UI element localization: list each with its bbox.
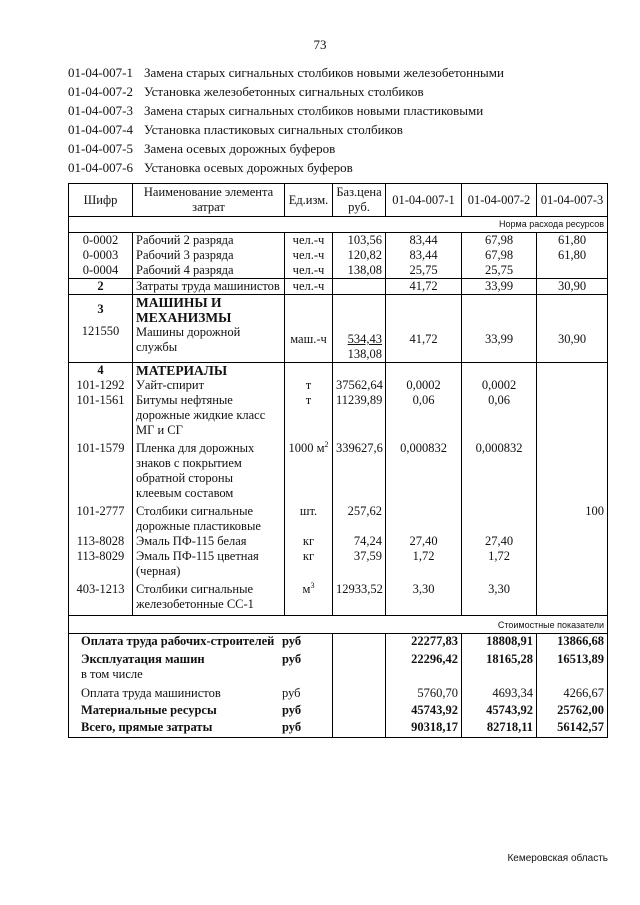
cell-col3	[537, 393, 608, 441]
cost-col2: 18165,28	[462, 649, 537, 682]
code-list-item	[68, 139, 504, 158]
cell-unit	[285, 582, 333, 616]
cell-code: 101-1579	[69, 441, 133, 504]
cell-col3	[537, 363, 608, 379]
cost-label: Всего, прямые затраты	[81, 720, 213, 734]
cell-name	[133, 295, 285, 363]
cell-unit	[285, 441, 333, 504]
cell-code: 0-0003	[69, 248, 133, 263]
code-id: 01-04-007-3	[68, 103, 133, 118]
cost-name	[69, 718, 333, 738]
code-id: 01-04-007-1	[68, 65, 133, 80]
cost-col3: 4266,67	[537, 682, 608, 701]
resource-table	[68, 183, 608, 738]
band-norm-label: Норма расхода ресурсов	[69, 217, 608, 233]
cell-price: 74,24	[333, 534, 386, 549]
machine-name: Машины дорожной службы	[136, 325, 241, 354]
band-cost-row	[69, 616, 608, 634]
code-list-item	[68, 63, 504, 82]
header-col3: 01-04-007-3	[537, 184, 608, 217]
cost-price	[333, 701, 386, 718]
table-row	[69, 295, 608, 363]
code-description: Установка железобетонных сигнальных столбиков	[144, 84, 424, 99]
cell-price: 37562,64	[333, 378, 386, 393]
cell-col1: 41,72	[386, 279, 462, 295]
cost-name	[69, 634, 333, 650]
cost-col2: 45743,92	[462, 701, 537, 718]
cost-label: Материальные ресурсы	[81, 703, 217, 717]
cell-col3: 30,90	[537, 295, 608, 363]
cell-col1: 27,40	[386, 534, 462, 549]
cost-unit: руб	[282, 634, 302, 648]
cell-unit: кг	[285, 534, 333, 549]
cell-name: Рабочий 4 разряда	[133, 263, 285, 279]
cell-col2: 67,98	[462, 248, 537, 263]
band-norm-row	[69, 217, 608, 233]
cell-col1: 3,30	[386, 582, 462, 616]
code-description: Установка осевых дорожных буферов	[144, 160, 353, 175]
cell-code: 101-1292	[69, 378, 133, 393]
cell-col2: 3,30	[462, 582, 537, 616]
cell-name: Рабочий 2 разряда	[133, 233, 285, 249]
cost-col1: 90318,17	[386, 718, 462, 738]
cell-col1: 0,0002	[386, 378, 462, 393]
cell-col1: 83,44	[386, 248, 462, 263]
cost-row	[69, 634, 608, 650]
cost-price	[333, 718, 386, 738]
cell-code: 113-8029	[69, 549, 133, 582]
cell-col2: 33,99	[462, 279, 537, 295]
section-title: МАШИНЫ И МЕХАНИЗМЫ	[136, 295, 232, 325]
cell-unit: шт.	[285, 504, 333, 534]
cost-name	[69, 649, 333, 682]
cost-name-wrap	[81, 634, 329, 649]
cell-code: 403-1213	[69, 582, 133, 616]
cost-row	[69, 718, 608, 738]
cost-col3: 13866,68	[537, 634, 608, 650]
cell-price: 138,08	[333, 263, 386, 279]
table-row	[69, 534, 608, 549]
cell-name: Эмаль ПФ-115 цветная (черная)	[133, 549, 285, 582]
cell-price: 257,62	[333, 504, 386, 534]
cost-label: Оплата труда машинистов	[81, 686, 221, 700]
cost-name-wrap	[81, 652, 329, 667]
code-description: Замена старых сигнальных столбиков новыми пластиковыми	[144, 103, 484, 118]
cell-col1: 0,06	[386, 393, 462, 441]
cell-name: Эмаль ПФ-115 белая	[133, 534, 285, 549]
cost-col1: 22277,83	[386, 634, 462, 650]
cost-sub-label: в том числе	[81, 667, 143, 681]
cell-name: Рабочий 3 разряда	[133, 248, 285, 263]
table-row	[69, 441, 608, 504]
cell-col2	[462, 504, 537, 534]
cell-col1: 1,72	[386, 549, 462, 582]
code-id: 01-04-007-2	[68, 84, 133, 99]
header-price: Баз.цена руб.	[333, 184, 386, 217]
header-name: Наименование элемента затрат	[133, 184, 285, 217]
cost-col2: 18808,91	[462, 634, 537, 650]
cell-unit: чел.-ч	[285, 233, 333, 249]
cell-code: 0-0002	[69, 233, 133, 249]
code-id: 01-04-007-5	[68, 141, 133, 156]
table-row	[69, 504, 608, 534]
cell-col2: 0,06	[462, 393, 537, 441]
cost-label: Эксплуатация машин	[81, 652, 205, 666]
cost-col2: 4693,34	[462, 682, 537, 701]
cell-code: 0-0004	[69, 263, 133, 279]
cell-price	[333, 295, 386, 363]
cell-col2: 33,99	[462, 295, 537, 363]
header-code: Шифр	[69, 184, 133, 217]
header-unit: Ед.изм.	[285, 184, 333, 217]
cell-col1: 25,75	[386, 263, 462, 279]
cost-price	[333, 649, 386, 682]
cell-unit: т	[285, 378, 333, 393]
cost-col3: 25762,00	[537, 701, 608, 718]
table-row	[69, 248, 608, 263]
cell-name: Столбики сигнальные железобетонные СС-1	[133, 582, 285, 616]
table-row	[69, 378, 608, 393]
code-list-item	[68, 82, 504, 101]
machine-price-operator: 138,08	[347, 347, 382, 361]
cost-row	[69, 682, 608, 701]
machine-code: 121550	[81, 324, 120, 338]
cost-price	[333, 682, 386, 701]
cell-name: Столбики сигнальные дорожные пластиковые	[133, 504, 285, 534]
table-row	[69, 363, 608, 379]
cell-col3: 61,80	[537, 233, 608, 249]
cell-code: 2	[69, 279, 133, 295]
cell-code	[69, 295, 133, 363]
section-number: 3	[97, 302, 104, 316]
cost-row	[69, 701, 608, 718]
machine-price: 534,43	[347, 332, 382, 346]
cost-col3: 16513,89	[537, 649, 608, 682]
cell-unit: чел.-ч	[285, 248, 333, 263]
cell-price: 120,82	[333, 248, 386, 263]
cell-col1	[386, 504, 462, 534]
cell-col3	[537, 549, 608, 582]
cell-price	[333, 363, 386, 379]
cell-col1: 41,72	[386, 295, 462, 363]
cell-col2: 1,72	[462, 549, 537, 582]
cell-price: 339627,6	[333, 441, 386, 504]
cell-unit: маш.-ч	[285, 295, 333, 363]
cost-unit: руб	[282, 652, 302, 666]
unit-exponent: 3	[310, 580, 315, 590]
cell-code: 101-1561	[69, 393, 133, 441]
code-description: Установка пластиковых сигнальных столбиков	[144, 122, 403, 137]
cost-name	[69, 701, 333, 718]
cell-col3	[537, 378, 608, 393]
cost-name-wrap	[81, 703, 329, 718]
cell-unit: чел.-ч	[285, 279, 333, 295]
table-row	[69, 549, 608, 582]
code-id: 01-04-007-4	[68, 122, 133, 137]
cell-unit: т	[285, 393, 333, 441]
cell-col3: 61,80	[537, 248, 608, 263]
cell-price: 37,59	[333, 549, 386, 582]
cell-unit: чел.-ч	[285, 263, 333, 279]
cost-col3: 56142,57	[537, 718, 608, 738]
code-list-item	[68, 158, 504, 177]
cost-col2: 82718,11	[462, 718, 537, 738]
cost-unit: руб	[282, 703, 302, 717]
cell-col3	[537, 534, 608, 549]
code-id: 01-04-007-6	[68, 160, 133, 175]
cost-name-wrap	[81, 720, 329, 735]
cost-col1: 22296,42	[386, 649, 462, 682]
header-col1: 01-04-007-1	[386, 184, 462, 217]
cost-name-wrap	[81, 686, 329, 701]
unit-text: м	[302, 582, 311, 596]
cell-code: 101-2777	[69, 504, 133, 534]
cell-price: 12933,52	[333, 582, 386, 616]
unit-text: 1000 м	[288, 441, 325, 455]
table-row	[69, 582, 608, 616]
unit-exponent: 2	[324, 439, 329, 449]
code-description: Замена осевых дорожных буферов	[144, 141, 336, 156]
cost-col1: 45743,92	[386, 701, 462, 718]
cell-col2: 0,0002	[462, 378, 537, 393]
cell-name: Затраты труда машинистов	[133, 279, 285, 295]
cell-name: Битумы нефтяные дорожные жидкие класс МГ и СГ	[133, 393, 285, 441]
cost-row	[69, 649, 608, 682]
code-description: Замена старых сигнальных столбиков новыми железобетонными	[144, 65, 504, 80]
code-list-item	[68, 101, 504, 120]
table-row	[69, 393, 608, 441]
cell-col1: 0,000832	[386, 441, 462, 504]
page-number: 73	[313, 37, 327, 52]
cell-col3	[537, 441, 608, 504]
cell-col2: 25,75	[462, 263, 537, 279]
table-row	[69, 233, 608, 249]
cell-code: 113-8028	[69, 534, 133, 549]
cell-price: 103,56	[333, 233, 386, 249]
cost-unit: руб	[282, 720, 302, 734]
cell-name: Уайт-спирит	[133, 378, 285, 393]
table-row	[69, 263, 608, 279]
cell-col1: 83,44	[386, 233, 462, 249]
code-list-item	[68, 120, 504, 139]
cost-price	[333, 634, 386, 650]
cost-col1: 5760,70	[386, 682, 462, 701]
cell-col3: 100	[537, 504, 608, 534]
cell-col3	[537, 582, 608, 616]
cell-price: 11239,89	[333, 393, 386, 441]
cell-price	[333, 279, 386, 295]
cell-col2: 27,40	[462, 534, 537, 549]
cell-name: МАТЕРИАЛЫ	[133, 363, 285, 379]
table-header-row	[69, 184, 608, 217]
band-cost-label: Стоимостные показатели	[69, 616, 608, 634]
cell-code: 4	[69, 363, 133, 379]
cell-col2: 0,000832	[462, 441, 537, 504]
cell-col1	[386, 363, 462, 379]
cell-col3	[537, 263, 608, 279]
header-col2: 01-04-007-2	[462, 184, 537, 217]
cost-unit: руб	[282, 686, 301, 700]
cell-name: Пленка для дорожных знаков с покрытием обратной стороны клеевым составом	[133, 441, 285, 504]
cell-unit: кг	[285, 549, 333, 582]
cell-col3: 30,90	[537, 279, 608, 295]
cell-unit	[285, 363, 333, 379]
cost-label: Оплата труда рабочих-строителей	[81, 634, 275, 648]
cell-col2	[462, 363, 537, 379]
cell-col2: 67,98	[462, 233, 537, 249]
cost-name	[69, 682, 333, 701]
table-row	[69, 279, 608, 295]
code-list	[68, 63, 504, 177]
region-footer: Кемеровская область	[507, 853, 608, 864]
